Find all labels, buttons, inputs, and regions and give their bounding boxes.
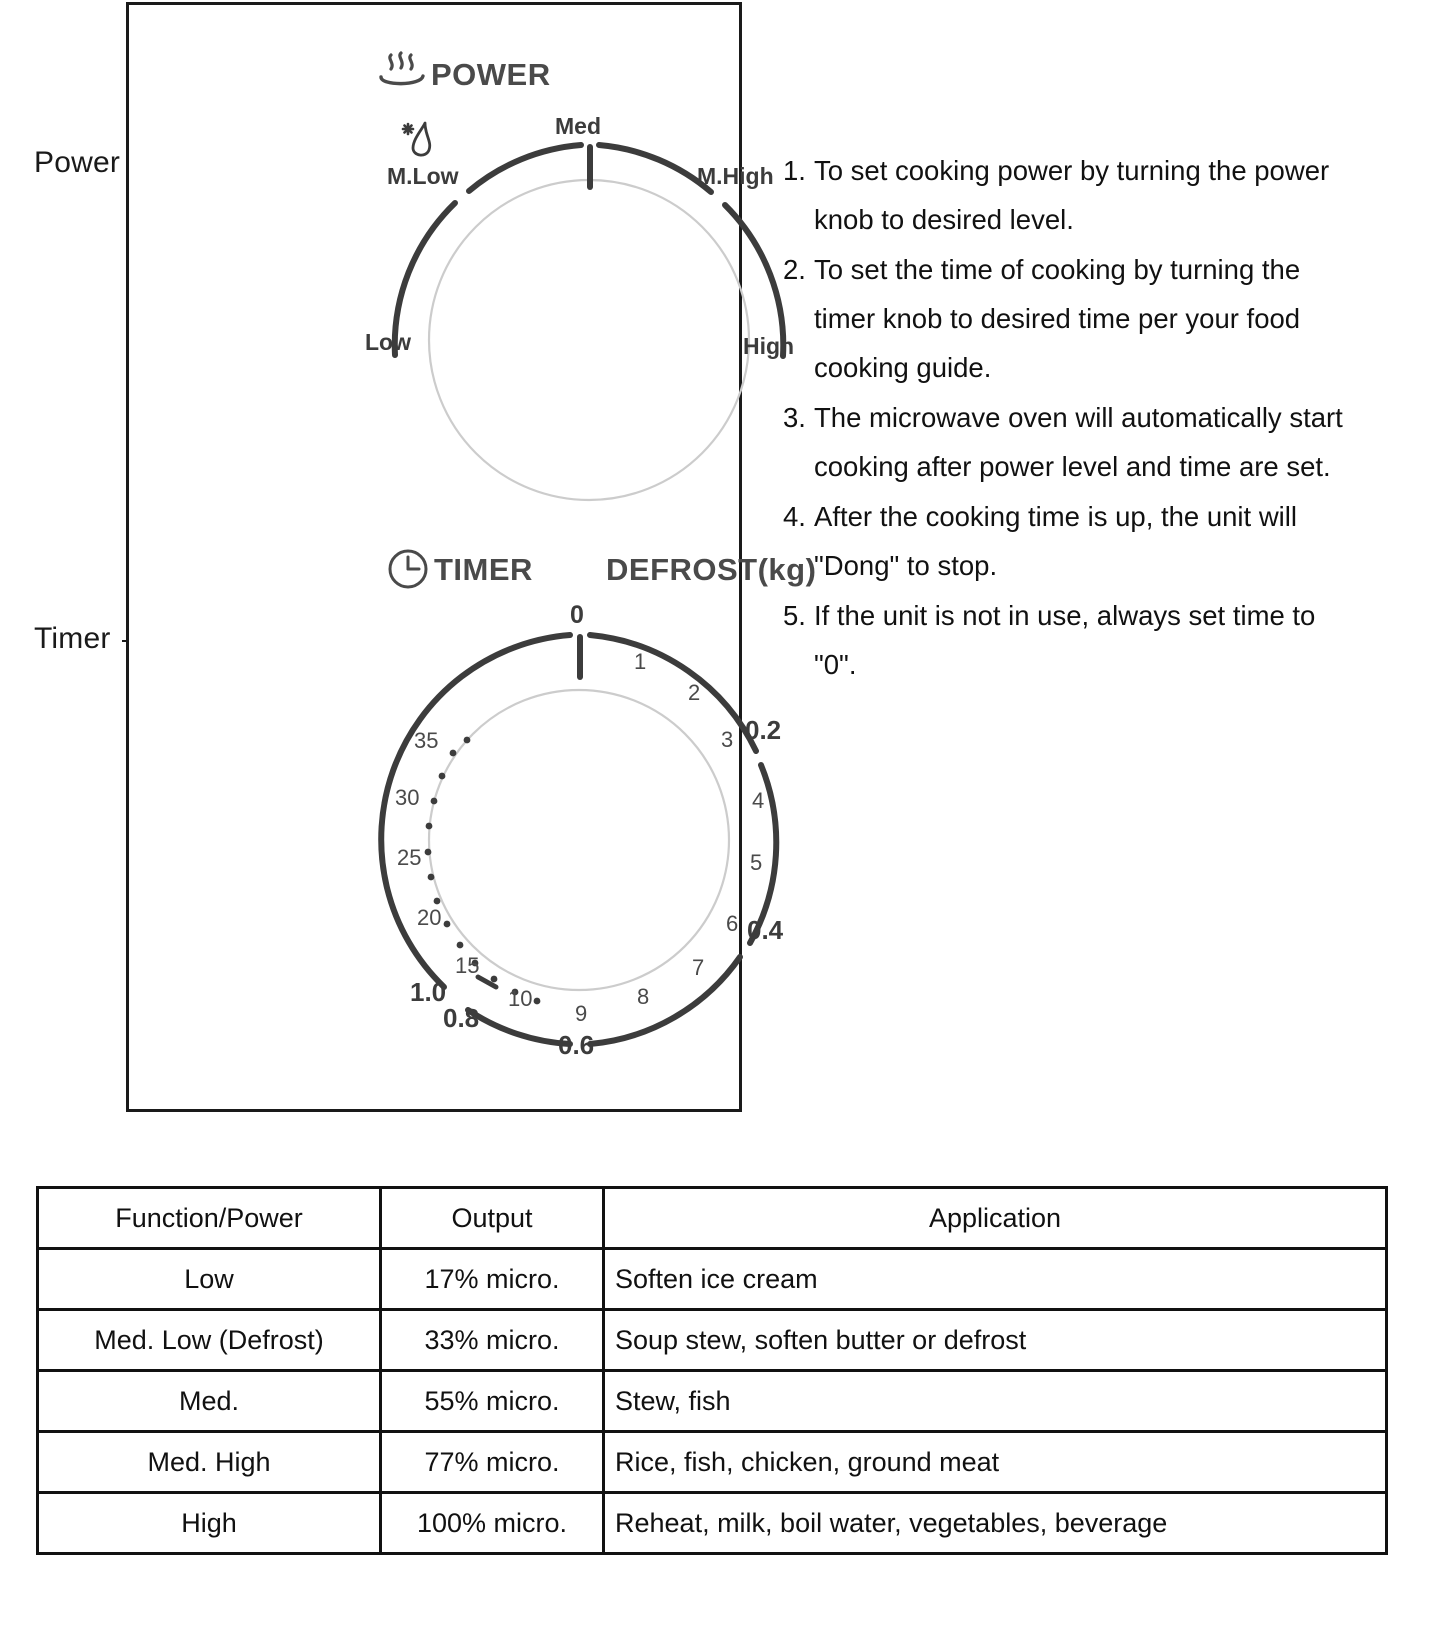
- cell-output: 33% micro.: [381, 1310, 604, 1371]
- power-level-label-m-high[interactable]: M.High: [697, 163, 774, 189]
- cell-application: Soften ice cream: [604, 1249, 1387, 1310]
- instruction-number: 1.: [783, 155, 806, 186]
- instruction-item: [783, 146, 1363, 244]
- timer-label-30[interactable]: 30: [395, 785, 420, 810]
- cell-function: Med.: [38, 1371, 381, 1432]
- instruction-text: To set the time of cooking by turning the timer knob to desired time per your food cooking guide.: [814, 254, 1301, 383]
- timer-label-10[interactable]: 10: [508, 986, 533, 1011]
- instruction-text: The microwave oven will automatically start cooking after power level and time are set.: [814, 402, 1343, 482]
- defrost-label-1-0[interactable]: 1.0: [410, 977, 447, 1007]
- timer-label-5[interactable]: 5: [750, 850, 763, 875]
- timer-label-3[interactable]: 3: [721, 727, 734, 752]
- defrost-label-0-4[interactable]: 0.4: [747, 915, 784, 945]
- callout-label-power: Power: [34, 146, 121, 179]
- table-row: [38, 1310, 1387, 1371]
- cell-application: Rice, fish, chicken, ground meat: [604, 1432, 1387, 1493]
- power-level-label-med[interactable]: Med: [555, 113, 601, 139]
- power-arc-med-mhigh-segment: [599, 145, 711, 192]
- table-header-function: Function/Power: [38, 1188, 381, 1249]
- power-knob-circle[interactable]: [429, 180, 749, 500]
- timer-label-6[interactable]: 6: [726, 911, 739, 936]
- heat-waves-icon: [377, 49, 429, 91]
- cell-function: High: [38, 1493, 381, 1554]
- timer-label-7[interactable]: 7: [692, 955, 705, 980]
- cell-output: 55% micro.: [381, 1371, 604, 1432]
- cell-function: Med. Low (Defrost): [38, 1310, 381, 1371]
- instruction-item: [783, 245, 1363, 392]
- instruction-number: 2.: [783, 254, 806, 285]
- cell-output: 77% micro.: [381, 1432, 604, 1493]
- instruction-number: 5.: [783, 600, 806, 631]
- timer-label-25[interactable]: 25: [397, 845, 422, 870]
- instruction-text: If the unit is not in use, always set time to "0".: [814, 600, 1316, 680]
- instruction-item: [783, 591, 1363, 689]
- timer-label-0[interactable]: 0: [570, 601, 584, 629]
- timer-label-1[interactable]: 1: [634, 649, 647, 674]
- timer-label-35[interactable]: 35: [414, 728, 439, 753]
- instruction-number: 4.: [783, 501, 806, 532]
- timer-label-2[interactable]: 2: [688, 680, 701, 705]
- power-level-label-high[interactable]: High: [743, 333, 795, 359]
- defrost-section-heading: DEFROST(kg): [606, 552, 817, 587]
- table-header-application: Application: [604, 1188, 1387, 1249]
- power-level-label-m-low[interactable]: M.Low: [387, 163, 459, 189]
- timer-arc-06-to-08: [468, 1010, 570, 1044]
- timer-arc-04-to-06: [590, 957, 740, 1044]
- table-row: [38, 1249, 1387, 1310]
- timer-knob-circle[interactable]: [429, 690, 729, 990]
- timer-section-heading: TIMER: [434, 552, 533, 587]
- instruction-number: 3.: [783, 402, 806, 433]
- cell-output: 17% micro.: [381, 1249, 604, 1310]
- cell-application: Soup stew, soften butter or defrost: [604, 1310, 1387, 1371]
- callout-label-timer: Timer: [34, 622, 111, 655]
- instruction-text: To set cooking power by turning the power knob to desired level.: [814, 155, 1330, 235]
- table-header-row: [38, 1188, 1387, 1249]
- power-specification-table: [36, 1186, 1388, 1555]
- cell-function: Med. High: [38, 1432, 381, 1493]
- power-section-heading: POWER: [431, 57, 551, 92]
- table-row: [38, 1371, 1387, 1432]
- instruction-text: After the cooking time is up, the unit will "Dong" to stop.: [814, 501, 1298, 581]
- timer-label-15[interactable]: 15: [455, 953, 480, 978]
- timer-label-20[interactable]: 20: [417, 905, 442, 930]
- timer-label-8[interactable]: 8: [637, 984, 650, 1009]
- defrost-label-0-2[interactable]: 0.2: [745, 715, 782, 745]
- power-level-label-low[interactable]: Low: [365, 329, 411, 355]
- instruction-item: [783, 492, 1363, 590]
- table-row: [38, 1432, 1387, 1493]
- defrost-label-0-8[interactable]: 0.8: [443, 1003, 480, 1033]
- cell-application: Stew, fish: [604, 1371, 1387, 1432]
- cell-output: 100% micro.: [381, 1493, 604, 1554]
- defrost-label-0-6[interactable]: 0.6: [558, 1030, 595, 1060]
- power-arc-mlow-med-segment: [469, 145, 581, 191]
- instructions-list: [783, 146, 1363, 690]
- table-header-output: Output: [381, 1188, 604, 1249]
- table-row: [38, 1493, 1387, 1554]
- instruction-item: [783, 393, 1363, 491]
- cell-function: Low: [38, 1249, 381, 1310]
- timer-label-4[interactable]: 4: [752, 788, 765, 813]
- timer-arc-10-to-0: [381, 635, 570, 987]
- timer-label-9[interactable]: 9: [575, 1001, 588, 1026]
- timer-fine-graduations: [425, 737, 541, 1005]
- control-panel: [126, 2, 817, 1112]
- cell-application: Reheat, milk, boil water, vegetables, beverage: [604, 1493, 1387, 1554]
- clock-icon: [387, 548, 429, 590]
